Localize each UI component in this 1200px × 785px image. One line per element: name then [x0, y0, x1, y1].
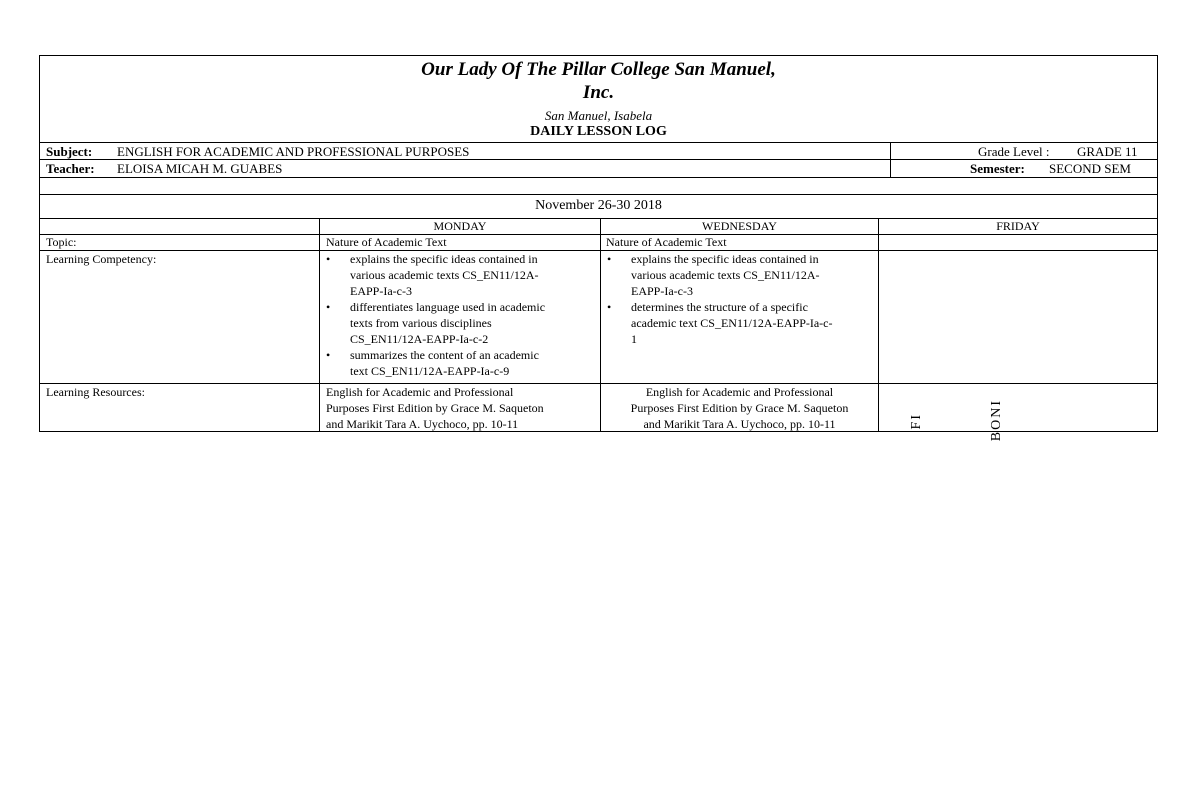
- teacher-label: Teacher:: [46, 161, 95, 176]
- divider: [878, 218, 879, 432]
- list-item: • determines the structure of a specific academic text CS_EN11/12A-EAPP-Ia-c- 1: [601, 299, 878, 347]
- document-header: [40, 56, 1157, 140]
- school-name-line2: Inc.: [582, 82, 615, 103]
- list-item: • summarizes the content of an academic text CS_EN11/12A-EAPP-Ia-c-9: [320, 347, 600, 379]
- day-header-wednesday: WEDNESDAY: [702, 219, 777, 233]
- teacher-value: ELOISA MICAH M. GUABES: [117, 161, 283, 176]
- divider: [40, 383, 1157, 384]
- semester-value: SECOND SEM: [1049, 161, 1131, 176]
- lesson-log-sheet: [39, 55, 1158, 442]
- semester-label: Semester:: [970, 161, 1025, 176]
- divider: [40, 142, 1157, 143]
- friday-vertical-text-1: BONI: [989, 399, 1004, 442]
- competency-label: Learning Competency:: [46, 252, 157, 266]
- resources-monday: English for Academic and Professional Purposes First Edition by Grace M. Saqueton and Marikit Tara A. Uychoco, pp. 10-11: [326, 385, 544, 431]
- list-item: • explains the specific ideas contained in various academic texts CS_EN11/12A- EAPP-Ia-c-3: [601, 251, 878, 299]
- day-header-monday: MONDAY: [433, 219, 487, 233]
- topic-monday: Nature of Academic Text: [326, 235, 447, 249]
- wednesday-competencies: [601, 251, 878, 347]
- divider: [40, 159, 1157, 160]
- friday-vertical-text-2: FI: [909, 413, 924, 430]
- monday-competencies: [320, 251, 600, 379]
- list-item: • differentiates language used in academic texts from various disciplines CS_EN11/12A-EAPP-Ia-c-2: [320, 299, 600, 347]
- day-header-friday: FRIDAY: [996, 219, 1040, 233]
- grade-level-value: GRADE 11: [1077, 144, 1138, 159]
- school-name-line1: Our Lady Of The Pillar College San Manuel,: [421, 59, 776, 80]
- subject-value: ENGLISH FOR ACADEMIC AND PROFESSIONAL PURPOSES: [117, 144, 470, 159]
- topic-wednesday: Nature of Academic Text: [606, 235, 727, 249]
- divider: [40, 194, 1157, 195]
- topic-label: Topic:: [46, 235, 77, 249]
- date-range: November 26-30 2018: [535, 198, 662, 213]
- divider: [890, 159, 891, 177]
- document-title: DAILY LESSON LOG: [530, 124, 667, 139]
- divider: [890, 142, 891, 159]
- grade-level-label: Grade Level :: [978, 144, 1050, 159]
- resources-label: Learning Resources:: [46, 385, 145, 399]
- divider: [40, 234, 1157, 235]
- list-item: • explains the specific ideas contained in various academic texts CS_EN11/12A- EAPP-Ia-c-3: [320, 251, 600, 299]
- school-location: San Manuel, Isabela: [544, 108, 653, 123]
- resources-wednesday: English for Academic and Professional Purposes First Edition by Grace M. Saqueton and Marikit Tara A. Uychoco, pp. 10-11: [630, 385, 849, 431]
- subject-label: Subject:: [46, 144, 93, 159]
- divider: [40, 177, 1157, 178]
